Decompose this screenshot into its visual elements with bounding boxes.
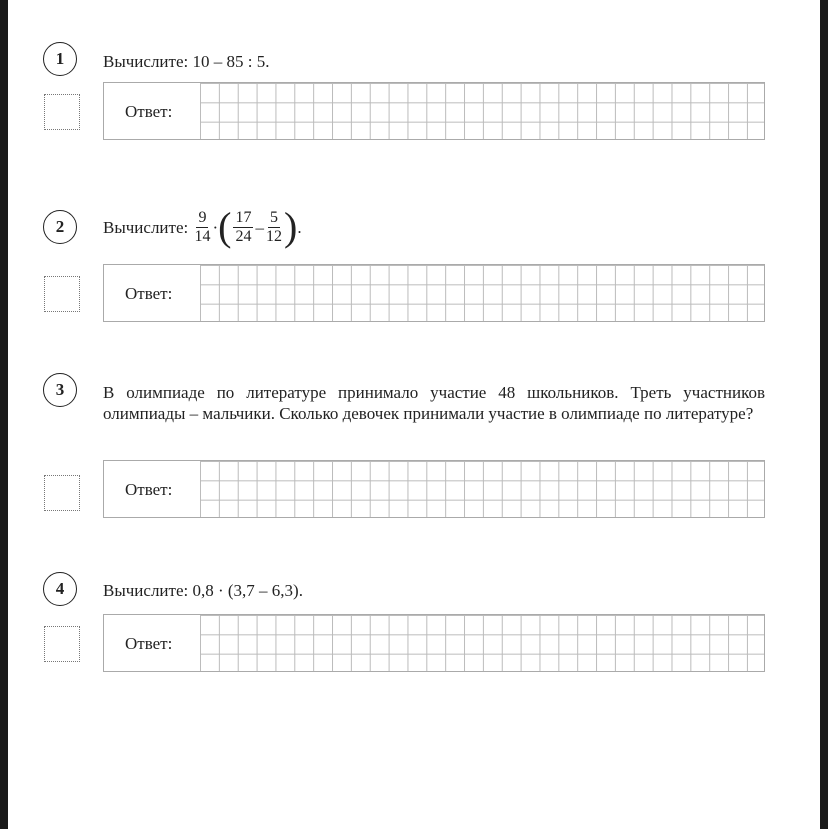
answer-label: Ответ: [125, 634, 173, 653]
answer-label: Ответ: [125, 102, 173, 121]
score-checkbox[interactable] [44, 94, 80, 130]
answer-box[interactable] [103, 264, 765, 322]
question-text: Вычислите: $\frac{9}{14}$ · ( $\frac{17}{24}$ – $\frac{5}{12}$ ) . [103, 204, 302, 249]
answer-grid[interactable] [200, 615, 764, 671]
score-checkbox[interactable] [44, 626, 80, 662]
answer-label: Ответ: [125, 480, 173, 499]
fraction: $\frac{17}{24}$ [235, 208, 252, 245]
question-text: Вычислите: 0,8 · (3,7 – 6,3). [103, 581, 303, 600]
question-number: 3 [43, 373, 77, 407]
question-number: 1 [43, 42, 77, 76]
question-number: 4 [43, 572, 77, 606]
answer-box[interactable] [103, 82, 765, 140]
fraction: $\frac{5}{12}$ [265, 208, 282, 245]
score-checkbox[interactable] [44, 276, 80, 312]
answer-box[interactable] [103, 614, 765, 672]
fraction: $\frac{9}{14}$ [194, 208, 211, 245]
question-number: 2 [43, 210, 77, 244]
answer-label: Ответ: [125, 284, 173, 303]
answer-grid[interactable] [200, 83, 764, 139]
question-text: Вычислите: 10 – 85 : 5. [103, 52, 270, 71]
answer-grid[interactable] [200, 461, 764, 517]
question-text: В олимпиаде по литературе принимало участие 48 школьников. Треть участников олимпиады – мальчики. Сколько девочек принимали участие в олимпиаде по литературе? [103, 383, 765, 423]
right-border [820, 0, 828, 829]
score-checkbox[interactable] [44, 475, 80, 511]
question-prefix: Вычислите: [103, 217, 189, 237]
left-border [0, 0, 8, 829]
answer-box[interactable] [103, 460, 765, 518]
answer-grid[interactable] [200, 265, 764, 321]
